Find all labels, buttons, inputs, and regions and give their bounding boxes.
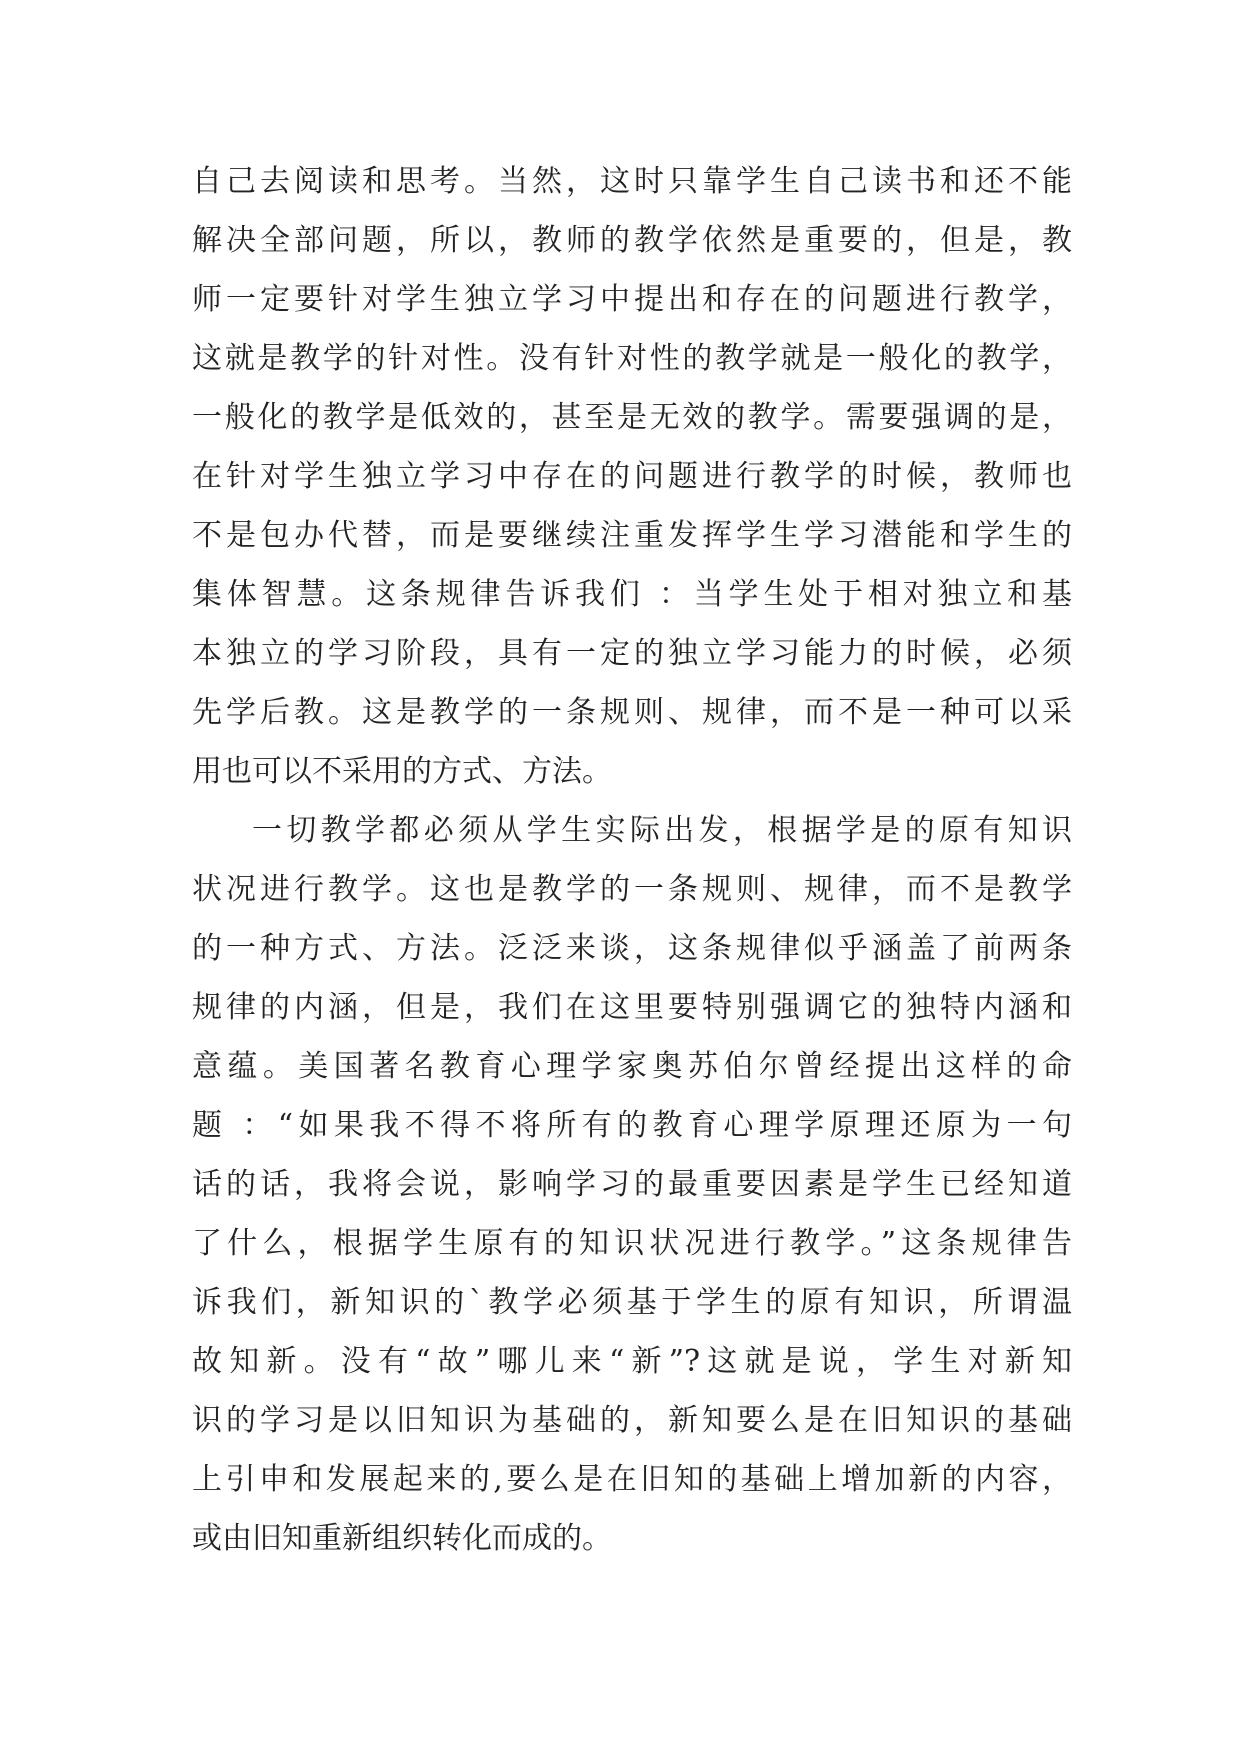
body-text — [192, 152, 1072, 1568]
text-line: 先学后教。这是教学的一条规则、规律，而不是一种可以采 — [192, 695, 1072, 730]
text-line: 不是包办代替，而是要继续注重发挥学生学习潜能和学生的 — [192, 518, 1072, 553]
text-line: 本独立的学习阶段，具有一定的独立学习能力的时候，必须 — [192, 636, 1072, 671]
text-line: 这就是教学的针对性。没有针对性的教学就是一般化的教学， — [192, 341, 1072, 376]
text-line: 上引申和发展起来的,要么是在旧知的基础上增加新的内容， — [192, 1462, 1072, 1497]
paragraph — [192, 152, 1072, 801]
text-line: 师一定要针对学生独立学习中提出和存在的问题进行教学， — [192, 282, 1072, 317]
text-line: 意蕴。美国著名教育心理学家奥苏伯尔曾经提出这样的命 — [192, 1049, 1072, 1084]
text-line: 一般化的教学是低效的，甚至是无效的教学。需要强调的是， — [192, 400, 1072, 435]
text-line: 状况进行教学。这也是教学的一条规则、规律，而不是教学 — [192, 872, 1072, 907]
text-line: 的一种方式、方法。泛泛来谈，这条规律似乎涵盖了前两条 — [192, 931, 1072, 966]
text-line: 诉我们，新知识的`教学必须基于学生的原有知识，所谓温 — [192, 1285, 1072, 1320]
text-line: 集体智慧。这条规律告诉我们 ：当学生处于相对独立和基 — [192, 577, 1072, 612]
text-line: 话的话，我将会说，影响学习的最重要因素是学生已经知道 — [192, 1167, 1072, 1202]
text-line: 了什么，根据学生原有的知识状况进行教学。”这条规律告 — [192, 1226, 1072, 1261]
text-line: 在针对学生独立学习中存在的问题进行教学的时候，教师也 — [192, 459, 1072, 494]
text-line: 自己去阅读和思考。当然，这时只靠学生自己读书和还不能 — [192, 164, 1072, 199]
text-line: 解决全部问题，所以，教师的教学依然是重要的，但是，教 — [192, 223, 1072, 258]
text-line: 规律的内涵，但是，我们在这里要特别强调它的独特内涵和 — [192, 990, 1072, 1025]
text-line: 题 ：“如果我不得不将所有的教育心理学原理还原为一句 — [192, 1108, 1072, 1143]
text-line: 识的学习是以旧知识为基础的，新知要么是在旧知识的基础 — [192, 1403, 1072, 1438]
text-line: 或由旧知重新组织转化而成的。 — [192, 1521, 612, 1556]
text-line: 故知新。没有“故”哪儿来“新”?这就是说，学生对新知 — [192, 1344, 1072, 1379]
text-line: 用也可以不采用的方式、方法。 — [192, 754, 612, 789]
paragraph — [192, 801, 1072, 1568]
text-line: 一切教学都必须从学生实际出发，根据学是的原有知识 — [252, 813, 1072, 848]
